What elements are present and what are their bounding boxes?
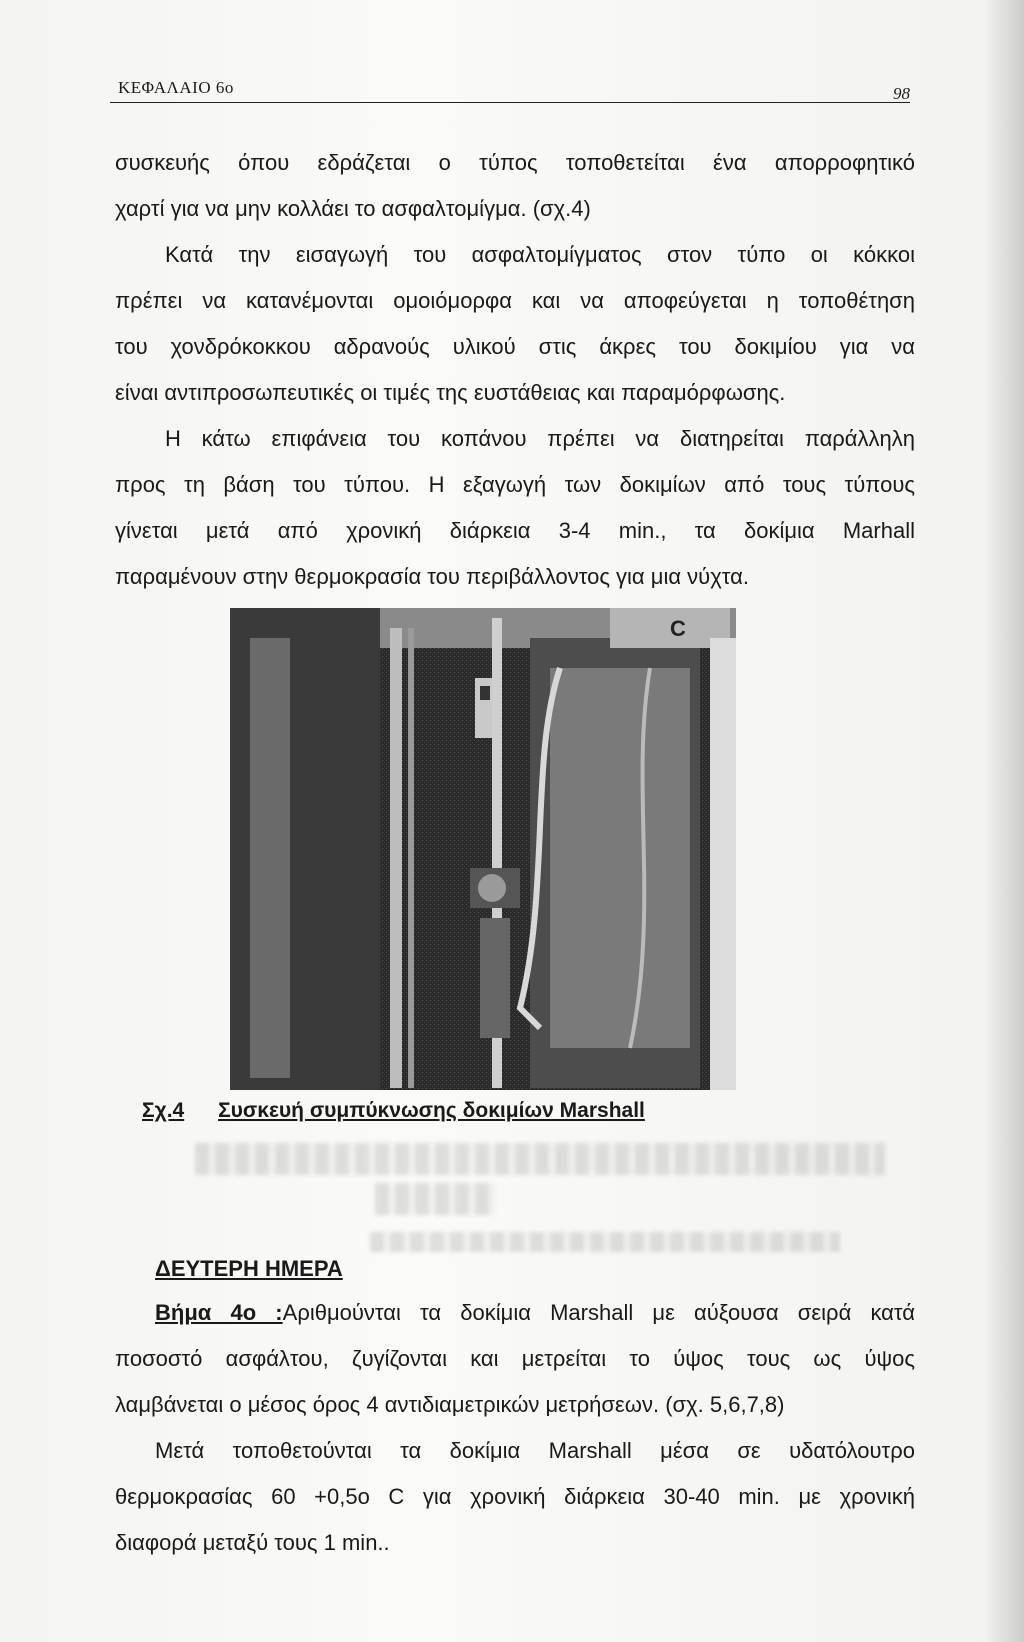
page-number: 98 xyxy=(893,84,910,103)
figure-caption-text: Συσκευή συμπύκνωσης δοκιμίων Marshall xyxy=(218,1099,645,1122)
page-header xyxy=(110,74,910,103)
text-line: λαμβάνεται ο μέσος όρος 4 αντιδιαμετρικών μετρήσεων. (σχ. 5,6,7,8) xyxy=(115,1392,785,1417)
text-line: προς τη βάση του τύπου. Η εξαγωγή των δοκιμίων από τους τύπους xyxy=(115,472,915,497)
chapter-label: ΚΕΦΑΛΑΙΟ 6ο xyxy=(118,78,234,97)
text-line: πρέπει να κατανέμονται ομοιόμορφα και να αποφεύγεται η τοποθέτηση xyxy=(115,288,915,313)
text-line: διαφορά μεταξύ τους 1 min.. xyxy=(115,1530,390,1555)
marshall-compactor-photo xyxy=(230,608,736,1090)
text-line: είναι αντιπροσωπευτικές οι τιμές της ευστάθειας και παραμόρφωσης. xyxy=(115,380,786,405)
bleed-through xyxy=(195,1143,885,1175)
figure-label: Σχ.4 xyxy=(142,1099,185,1122)
photo-illustration xyxy=(230,608,736,1090)
text-line: συσκευής όπου εδράζεται ο τύπος τοποθετείται ένα απορροφητικό xyxy=(115,150,915,175)
text-line: Κατά την εισαγωγή του ασφαλτομίγματος στον τύπο οι κόκκοι xyxy=(165,242,915,267)
text-line: θερμοκρασίας 60 +0,5ο C για χρονική διάρκεια 30-40 min. με χρονική xyxy=(115,1484,915,1509)
figure-caption xyxy=(142,1099,645,1123)
section-heading: ΔΕΥΤΕΡΗ ΗΜΕΡΑ xyxy=(155,1256,343,1281)
text-line: Μετά τοποθετούνται τα δοκίμια Marshall μέσα σε υδατόλουτρο xyxy=(155,1438,915,1463)
bleed-through xyxy=(375,1183,495,1215)
text-line: Η κάτω επιφάνεια του κοπάνου πρέπει να διατηρείται παράλληλη xyxy=(165,426,915,451)
bleed-through xyxy=(370,1232,840,1252)
text-line: του χονδρόκοκκου αδρανούς υλικού στις άκρες του δοκιμίου για να xyxy=(115,334,915,359)
step-label: Βήμα 4ο : xyxy=(155,1300,283,1325)
text-line: χαρτί για να μην κολλάει το ασφαλτομίγμα. (σχ.4) xyxy=(115,196,591,221)
text-line: γίνεται μετά από χρονική διάρκεια 3-4 min., τα δοκίμια Marhall xyxy=(115,518,915,543)
step-line xyxy=(155,1298,915,1328)
dial-label: C xyxy=(670,616,686,641)
scan-shadow xyxy=(984,0,1024,1642)
step-text: Αριθμούνται τα δοκίμια Marshall με αύξουσα σειρά κατά xyxy=(282,1300,915,1325)
text-line: παραμένουν στην θερμοκρασία του περιβάλλοντος για μια νύχτα. xyxy=(115,564,749,589)
text-line: ποσοστό ασφάλτου, ζυγίζονται και μετρείται το ύψος τους ως ύψος xyxy=(115,1346,915,1371)
